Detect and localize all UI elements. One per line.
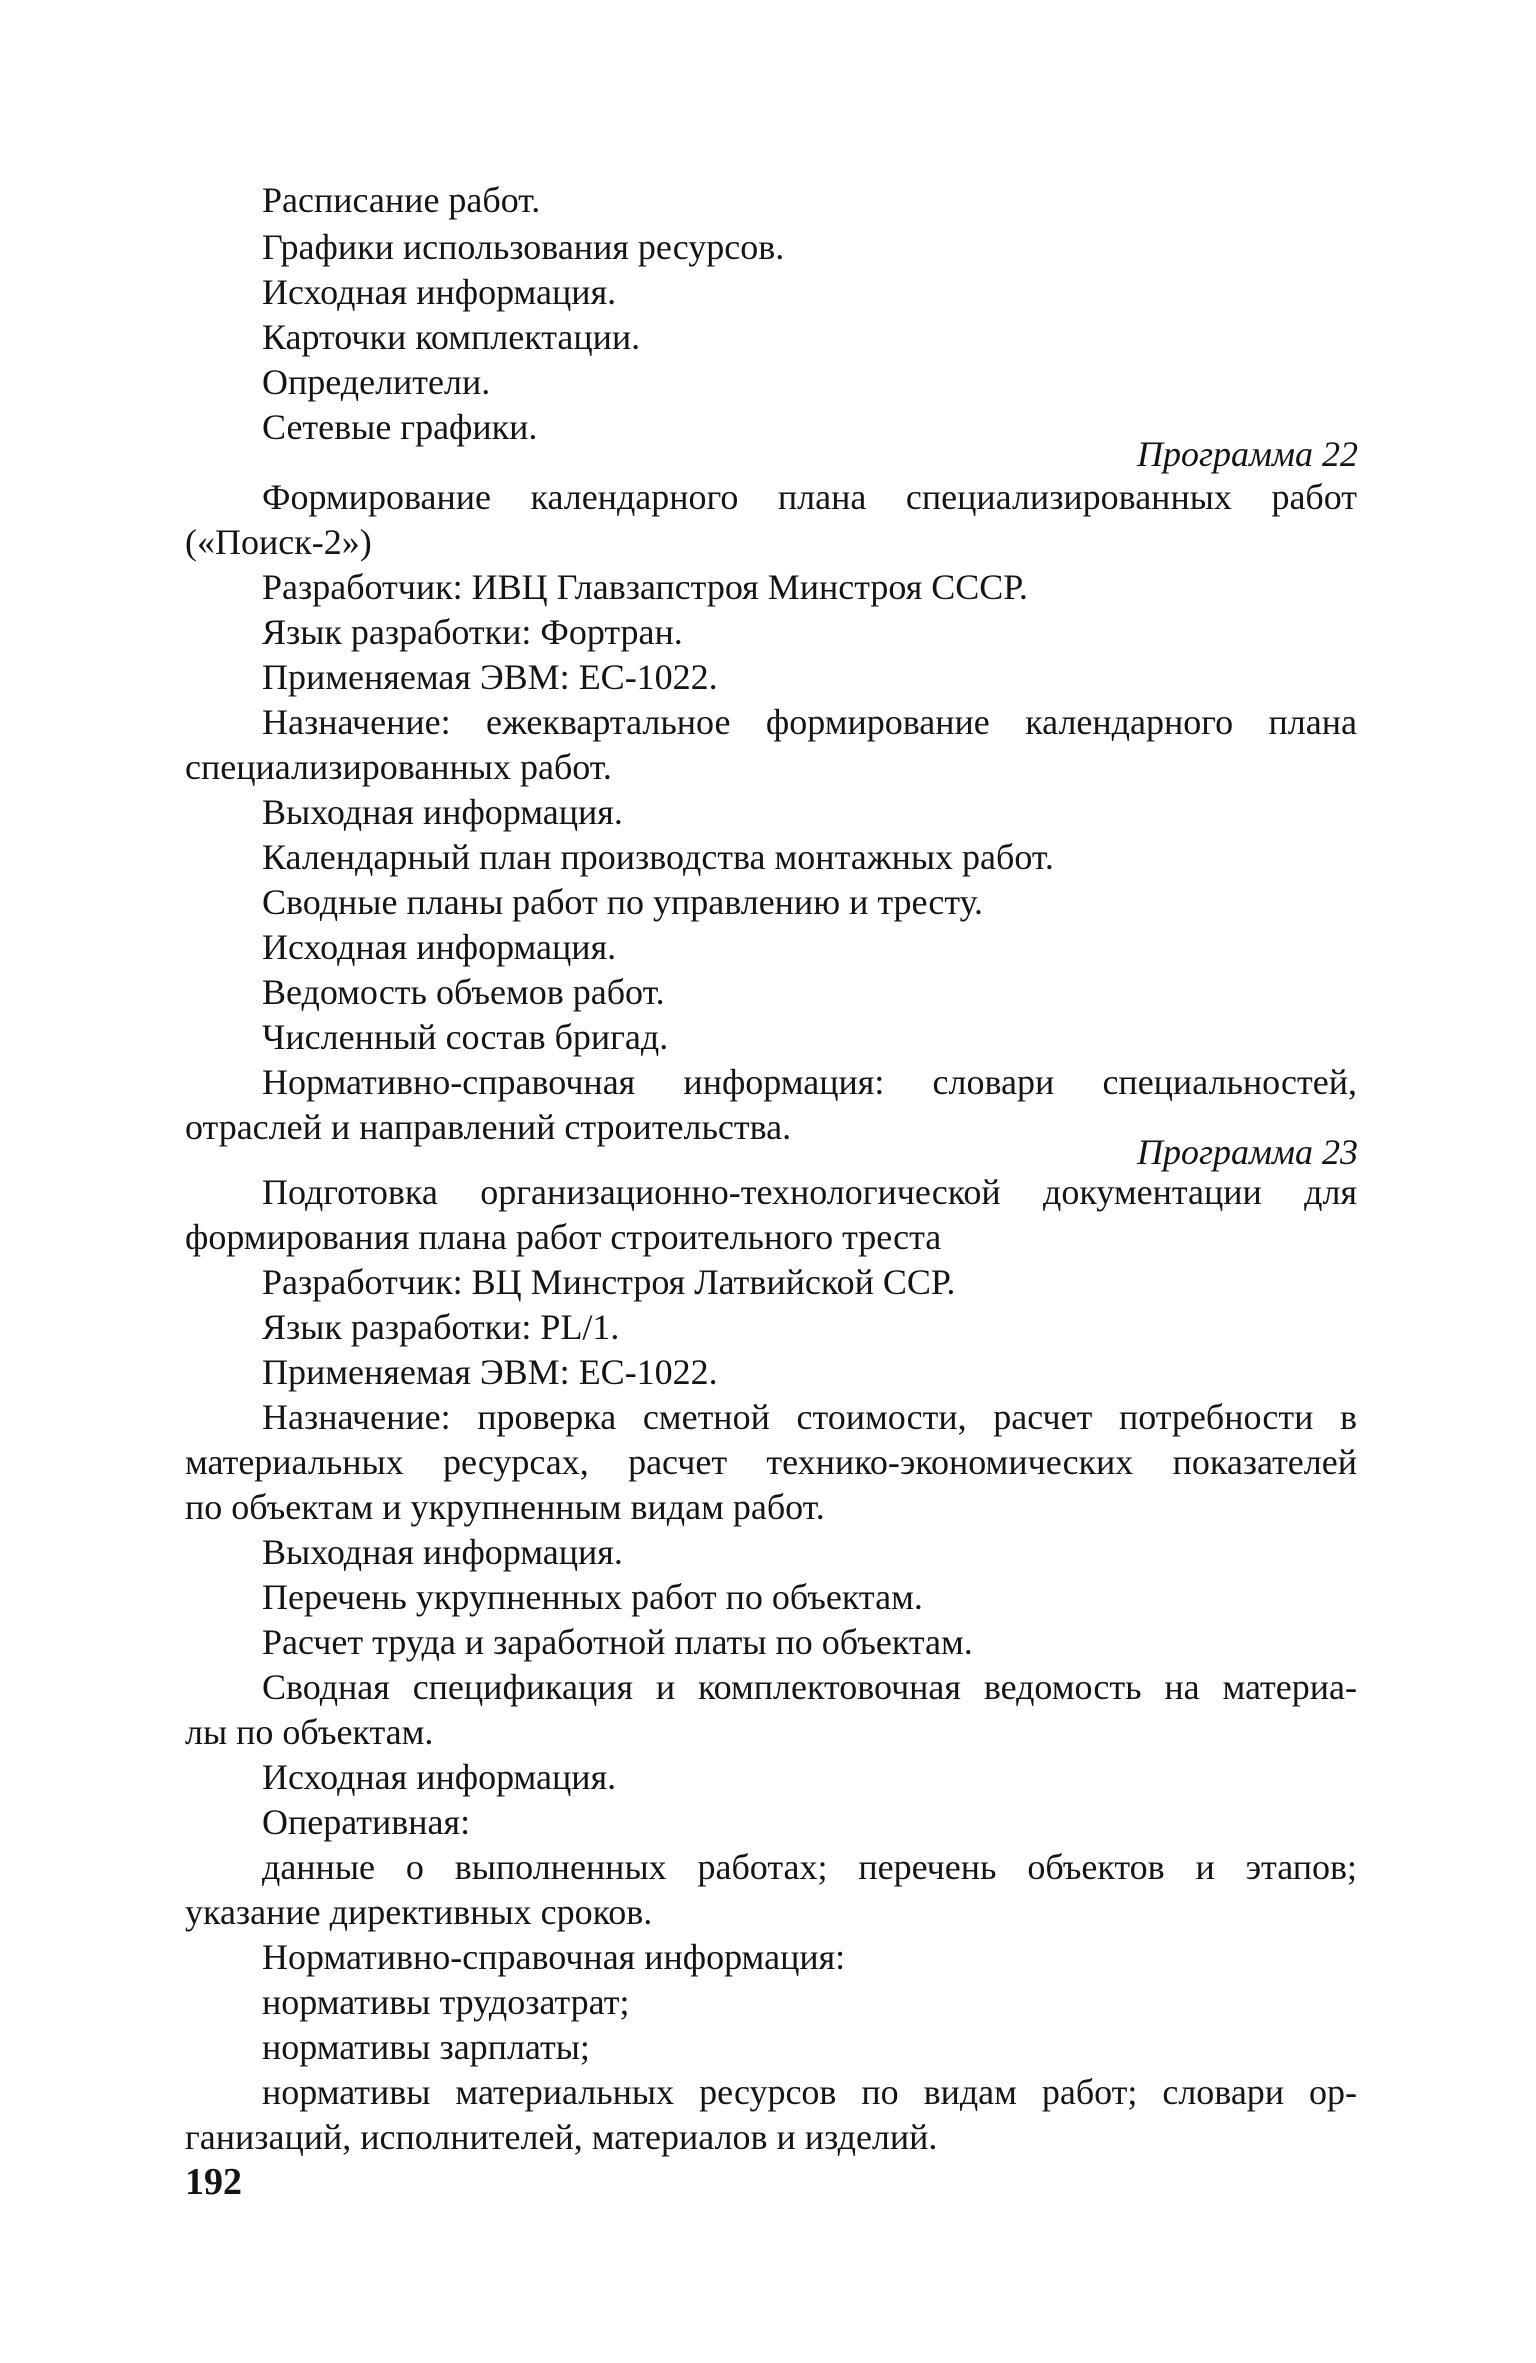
program-heading: Программа 23 — [1137, 1132, 1358, 1172]
text-line: специализированных работ. — [185, 747, 612, 787]
text-line: Назначение: проверка сметной стоимости, расчет потребности в — [262, 1397, 1357, 1437]
text-line: Формирование календарного плана специализированных работ — [262, 477, 1357, 517]
text-line: Выходная информация. — [262, 1532, 623, 1572]
text-line: нормативы зарплаты; — [262, 2027, 590, 2067]
text-line: Расписание работ. — [262, 180, 541, 220]
page-number: 192 — [185, 2161, 242, 2203]
program-heading: Программа 22 — [1137, 434, 1358, 474]
text-line: Ведомость объемов работ. — [262, 972, 665, 1012]
text-line: Разработчик: ИВЦ Главзапстроя Минстроя СССР. — [262, 567, 1028, 607]
text-line: Язык разработки: Фортран. — [262, 612, 683, 652]
text-line: Выходная информация. — [262, 792, 623, 832]
text-line: Расчет труда и заработной платы по объектам. — [262, 1622, 973, 1662]
text-line: Нормативно-справочная информация: — [262, 1937, 846, 1977]
text-line: Карточки комплектации. — [262, 317, 641, 357]
text-line: Подготовка организационно-технологической документации для — [262, 1172, 1357, 1212]
text-line: по объектам и укрупненным видам работ. — [185, 1487, 825, 1527]
text-line: материальных ресурсах, расчет технико-экономических показателей — [185, 1442, 1357, 1482]
text-line: Сетевые графики. — [262, 407, 538, 447]
text-line: Перечень укрупненных работ по объектам. — [262, 1577, 923, 1617]
text-line: Оперативная: — [262, 1802, 471, 1842]
text-line: данные о выполненных работах; перечень объектов и этапов; — [262, 1847, 1357, 1887]
text-line: Календарный план производства монтажных работ. — [262, 837, 1054, 877]
text-line: Сводная спецификация и комплектовочная ведомость на материа- — [262, 1667, 1357, 1707]
text-line: лы по объектам. — [185, 1712, 434, 1752]
text-line: Исходная информация. — [262, 927, 617, 967]
text-line: Определители. — [262, 362, 491, 402]
text-line: отраслей и направлений строительства. — [185, 1107, 792, 1147]
text-line: ганизаций, исполнителей, материалов и изделий. — [185, 2117, 938, 2157]
text-line: Численный состав бригад. — [262, 1017, 669, 1057]
text-line: Применяемая ЭВМ: ЕС-1022. — [262, 1352, 718, 1392]
text-line: Назначение: ежеквартальное формирование календарного плана — [262, 702, 1357, 742]
text-line: Язык разработки: PL/1. — [262, 1307, 620, 1347]
text-line: Разработчик: ВЦ Минстроя Латвийской ССР. — [262, 1262, 956, 1302]
text-line: Применяемая ЭВМ: ЕС-1022. — [262, 657, 718, 697]
text-line: формирования плана работ строительного треста — [185, 1217, 942, 1257]
text-line: («Поиск-2») — [185, 522, 372, 562]
text-line: Нормативно-справочная информация: словари специальностей, — [262, 1062, 1357, 1102]
text-line: Исходная информация. — [262, 1757, 617, 1797]
text-line: нормативы материальных ресурсов по видам работ; словари ор- — [262, 2072, 1357, 2112]
text-line: нормативы трудозатрат; — [262, 1982, 630, 2022]
text-line: Сводные планы работ по управлению и тресту. — [262, 882, 984, 922]
text-line: Графики использования ресурсов. — [262, 227, 785, 267]
text-line: Исходная информация. — [262, 272, 617, 312]
text-line: указание директивных сроков. — [185, 1892, 653, 1932]
